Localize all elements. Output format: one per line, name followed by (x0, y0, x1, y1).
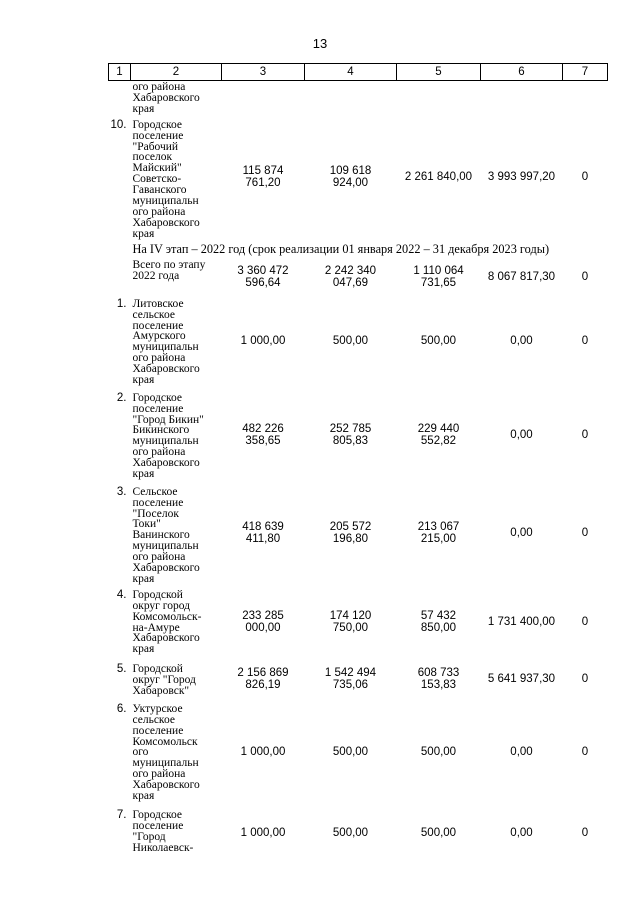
value-local: 0,00 (510, 527, 533, 540)
municipality-name: Литовское сельское поселение Амурского муниципальн ого района Хабаровского края (132, 297, 200, 387)
value-total: 3 360 472 596,64 (237, 264, 289, 289)
value-fund: 205 572 196,80 (329, 521, 372, 546)
municipality-name: Уктурское сельское поселение Комсомольск ого муниципальн ого района Хабаровского края (132, 702, 200, 803)
value-other: 0 (581, 615, 589, 628)
value-region: 500,00 (420, 334, 457, 347)
value-local: 0,00 (510, 334, 533, 347)
value-region: 500,00 (420, 745, 457, 758)
value-other: 0 (581, 270, 589, 283)
table-row (109, 585, 608, 659)
row-number: 1. (116, 297, 127, 310)
row-number: 3. (116, 485, 127, 498)
value-fund: 500,00 (332, 745, 369, 758)
value-region: 500,00 (420, 826, 457, 839)
value-other: 0 (581, 672, 589, 685)
value-local: 5 641 937,30 (487, 672, 556, 685)
col-header-3: 3 (222, 64, 305, 81)
value-region: 2 261 840,00 (404, 171, 473, 184)
value-total: 482 226 358,65 (242, 422, 284, 447)
value-local: 0,00 (510, 428, 533, 441)
table-row (109, 388, 608, 482)
table-row (109, 115, 608, 240)
column-number-header (109, 64, 608, 81)
value-other: 0 (581, 334, 589, 347)
value-local: 3 993 997,20 (487, 171, 556, 184)
value-other: 0 (581, 745, 589, 758)
value-fund: 109 618 924,00 (329, 165, 372, 190)
row-number: 5. (116, 662, 127, 675)
value-fund: 500,00 (332, 826, 369, 839)
row-number: 4. (116, 588, 127, 601)
value-local: 0,00 (510, 826, 533, 839)
page-number: 13 (312, 36, 328, 51)
col-header-7: 7 (563, 64, 608, 81)
value-fund: 1 542 494 735,06 (324, 666, 377, 691)
continuation-row (109, 81, 608, 115)
value-region: 57 432 850,00 (420, 609, 457, 634)
value-local: 1 731 400,00 (487, 615, 556, 628)
value-total: 115 874 761,20 (242, 165, 284, 190)
stage-heading-row (109, 240, 608, 260)
municipality-name: Городское поселение "Рабочий поселок Майский" Советско- Гаванского муниципальн ого района Хабаровского края (132, 118, 200, 240)
value-fund: 252 785 805,83 (329, 422, 372, 447)
value-fund: 500,00 (332, 334, 369, 347)
value-local: 8 067 817,30 (487, 270, 556, 283)
municipality-name: Городское поселение "Город Николаевск- (132, 808, 194, 854)
municipality-name: Сельское поселение "Поселок Токи" Ванинского муниципальн ого района Хабаровского края (132, 485, 200, 585)
municipality-name: Городской округ город Комсомольск- на-Амуре Хабаровского края (132, 588, 202, 656)
value-total: 418 639 411,80 (242, 521, 284, 546)
value-region: 1 110 064 731,65 (413, 264, 464, 289)
value-fund: 2 242 340 047,69 (324, 264, 377, 289)
col-header-4: 4 (305, 64, 397, 81)
stage-total-label: Всего по этапу 2022 года (132, 258, 206, 282)
value-local: 0,00 (510, 745, 533, 758)
municipality-name: Городской округ "Город Хабаровск" (132, 662, 196, 697)
municipality-name: ого района Хабаровского края (132, 81, 200, 115)
col-header-1: 1 (109, 64, 131, 81)
row-number: 7. (116, 808, 127, 821)
value-other: 0 (581, 826, 589, 839)
value-fund: 174 120 750,00 (329, 609, 372, 634)
value-total: 233 285 000,00 (242, 609, 284, 634)
stage-heading: На IV этап – 2022 год (срок реализации 01 января 2022 – 31 декабря 2023 годы) (132, 241, 550, 256)
value-region: 213 067 215,00 (417, 521, 460, 546)
col-header-5: 5 (397, 64, 481, 81)
value-other: 0 (581, 428, 589, 441)
table-row (109, 659, 608, 699)
municipality-name: Городское поселение "Город Бикин" Бикинского муниципальн ого района Хабаровского края (132, 391, 204, 481)
stage-total-row (109, 260, 608, 294)
row-number: 6. (116, 702, 127, 715)
funding-table (108, 63, 608, 861)
value-region: 608 733 153,83 (417, 666, 460, 691)
value-total: 1 000,00 (240, 745, 286, 758)
value-total: 1 000,00 (240, 826, 286, 839)
value-total: 1 000,00 (240, 334, 286, 347)
value-other: 0 (581, 527, 589, 540)
table-row (109, 805, 608, 861)
col-header-6: 6 (481, 64, 563, 81)
row-number: 2. (116, 391, 127, 404)
value-total: 2 156 869 826,19 (237, 666, 289, 691)
col-header-2: 2 (131, 64, 222, 81)
table-row (109, 294, 608, 388)
table-row (109, 482, 608, 585)
value-region: 229 440 552,82 (417, 422, 460, 447)
value-other: 0 (581, 171, 589, 184)
row-number: 10. (110, 118, 127, 131)
table-row (109, 699, 608, 805)
